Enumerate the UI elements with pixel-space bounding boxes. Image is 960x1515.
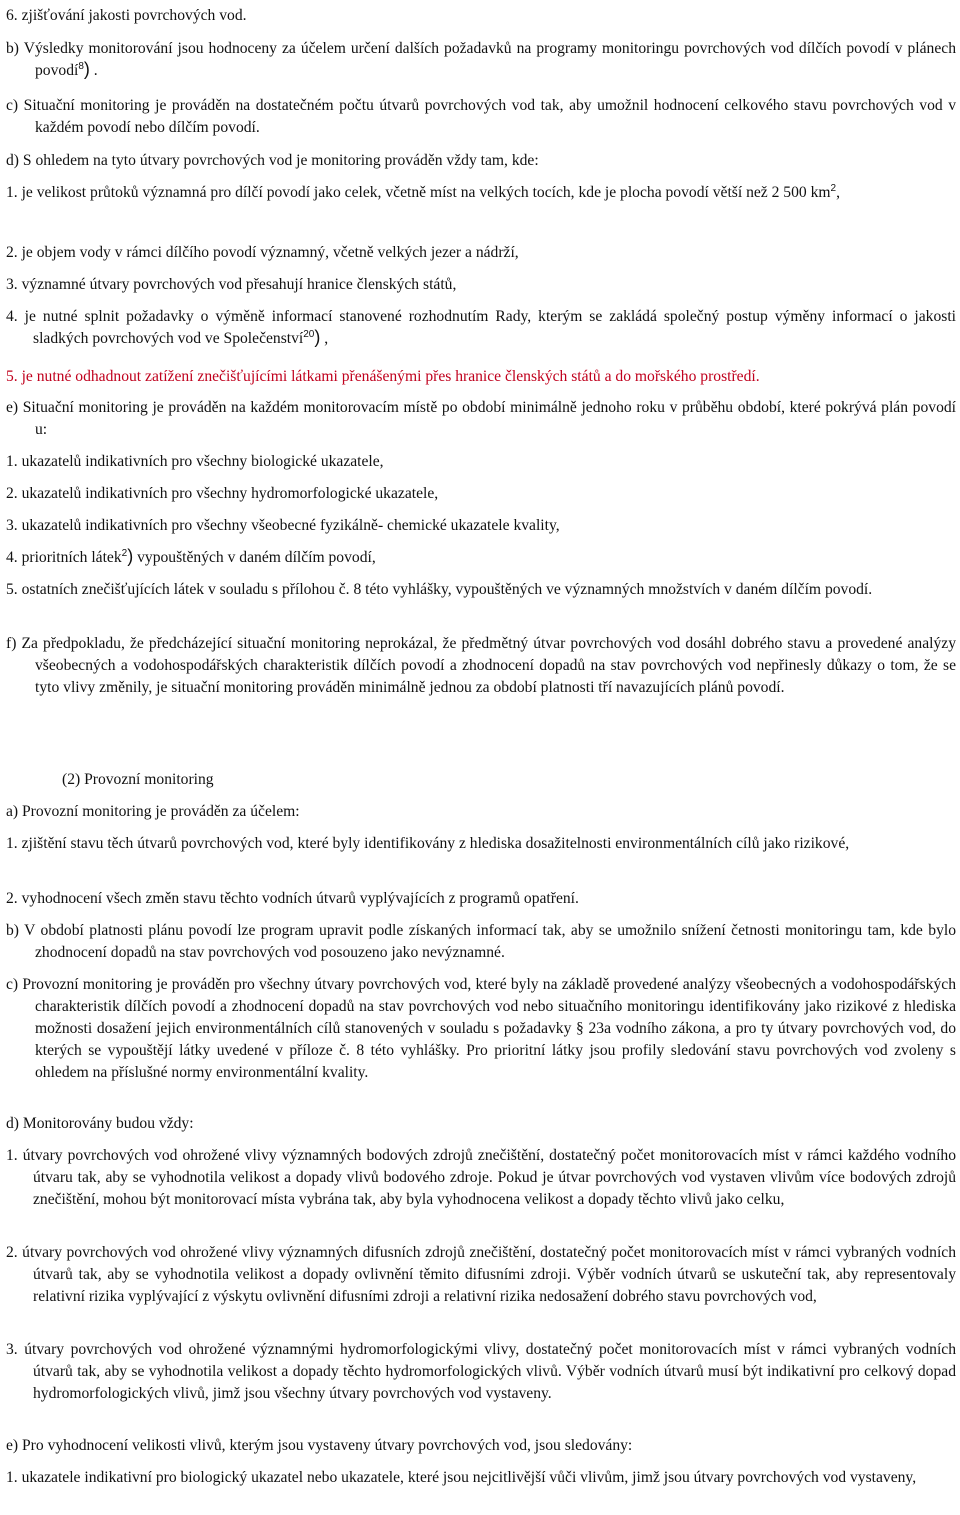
list-item-e4: 4. prioritních látek$^2$) vypouštěných v daném dílčím povodí, — [6, 546, 376, 566]
paragraph-op-e: e) Pro vyhodnocení velikosti vlivů, kterým jsou vystaveny útvary povrchových vod, jsou sledovány: — [6, 1437, 633, 1454]
list-item-e3: 3. ukazatelů indikativních pro všechny všeobecné fyzikálně- chemické ukazatele kvality, — [6, 517, 560, 534]
paragraph-c: c) Situační monitoring je prováděn na dostatečném počtu útvarů povrchových vod tak, aby umožnil hodnocení celkového stavu povrchových vod v každém povodí nebo dílčím povodí. — [6, 97, 956, 136]
list-item-op-d1: 1. útvary povrchových vod ohrožené vlivy významných bodových zdrojů znečištění, dostatečný počet monitorovacích míst v rámci každého vodního útvaru tak, aby se vyhodnotila velikost a dopady vlivů bodového zdroje. Pokud je útvar povrchových vod vystaven vlivům více bodových zdrojů znečištění, mohou být monitorovací místa vybrána tak, aby byla vyhodnocena velikost a dopady těchto vlivů jako celku, — [6, 1147, 956, 1208]
paragraph-b: b) Výsledky monitorování jsou hodnoceny za účelem určení dalších požadavků na programy monitoringu povrchových vod dílčích povodí v plánech povodí$^8$) . — [6, 40, 956, 79]
list-item-op-d2: 2. útvary povrchových vod ohrožené vlivy významných difusních zdrojů znečištění, dostatečný počet monitorovacích míst v rámci vybraných vodních útvarů tak, aby se vyhodnotila velikost a dopady ovlivnění těmito difusními zdroji. Výběr vodních útvarů se uskuteční tak, aby representovaly relativní rizika vyplývající z výskytu ovlivnění difusními zdroji a relativní rizika nedosažení dobrého stavu povrchových vod, — [6, 1244, 956, 1305]
list-item-d2: 2. je objem vody v rámci dílčího povodí významný, včetně velkých jezer a nádrží, — [6, 244, 519, 261]
list-item-d1: 1. je velikost průtoků významná pro dílčí povodí jako celek, včetně míst na velkých tocích, kde je plocha povodí větší než 2 500 $km^2$, — [6, 183, 840, 201]
paragraph-item-6: 6. zjišťování jakosti povrchových vod. — [6, 7, 247, 24]
list-item-d5: 5. je nutné odhadnout zatížení znečišťujícími látkami přenášenými přes hranice členských států a do mořského prostředí. — [6, 368, 760, 385]
paragraph-d: d) S ohledem na tyto útvary povrchových vod je monitoring prováděn vždy tam, kde: — [6, 152, 539, 169]
list-item-e1: 1. ukazatelů indikativních pro všechny biologické ukazatele, — [6, 453, 384, 470]
list-item-d4: 4. je nutné splnit požadavky o výměně informací stanovené rozhodnutím Rady, kterým se zakládá společný postup výměny informací o jakosti sladkých povrchových vod ve Společenství$^{20}$) , — [6, 308, 956, 347]
paragraph-op-d: d) Monitorovány budou vždy: — [6, 1115, 194, 1132]
list-item-op-e1: 1. ukazatele indikativní pro biologický ukazatel nebo ukazatele, které jsou nejcitlivější vůči vlivům, jimž jsou útvary povrchových vod vystaveny, — [6, 1469, 917, 1486]
paragraph-f: f) Za předpokladu, že předcházející situační monitoring neprokázal, že předmětný útvar povrchových vod dosáhl dobrého stavu a provedené analýzy všeobecných a vodohospodářských charakteristik dílčích povodí a zhodnocení dopadů na stav povrchových vod nepřinesly důkazy o tom, že se tyto vlivy změnily, je situační monitoring prováděn minimálně jednou za období platnosti tří navazujících plánů povodí. — [6, 635, 956, 696]
paragraph-op-c: c) Provozní monitoring je prováděn pro všechny útvary povrchových vod, které byly na základě provedené analýzy všeobecných a vodohospodářských charakteristik dílčích povodí a zhodnocení dopadů na stav povrchových vod nebo situačního monitoringu identifikovány jako rizikové z hlediska možnosti dosažení jejich environmentálních cílů stanovených v souladu s požadavky § 23a vodního zákona, a pro ty útvary povrchových vod, do kterých se vypouštějí látky uvedené v příloze č. 8 této vyhlášky. Pro prioritní látky jsou profily sledování stavu povrchových vod zvoleny s ohledem na příslušné normy environmentální kvality. — [6, 976, 956, 1081]
list-item-op-a1: 1. zjištění stavu těch útvarů povrchových vod, které byly identifikovány z hlediska dosažitelnosti environmentálních cílů jako rizikové, — [6, 835, 850, 852]
section-heading-operational-monitoring: (2) Provozní monitoring — [62, 771, 214, 788]
list-item-op-d3: 3. útvary povrchových vod ohrožené významnými hydromorfologickými vlivy, dostatečný počet monitorovacích míst v rámci vybraných vodních útvarů tak, aby se vyhodnotila velikost a dopady těchto hydromorfologických vlivů. Výběr vodních útvarů musí být indikativní pro celkový dopad hydromorfologických vlivů, jimž jsou všechny útvary povrchových vod vystaveny. — [6, 1341, 956, 1402]
paragraph-e: e) Situační monitoring je prováděn na každém monitorovacím místě po období minimálně jednoho roku v průběhu období, které pokrývá plán povodí u: — [6, 399, 956, 438]
list-item-op-a2: 2. vyhodnocení všech změn stavu těchto vodních útvarů vyplývajících z programů opatření. — [6, 890, 579, 907]
list-item-d3: 3. významné útvary povrchových vod přesahují hranice členských států, — [6, 276, 457, 293]
paragraph-op-a: a) Provozní monitoring je prováděn za účelem: — [6, 803, 300, 820]
paragraph-op-b: b) V období platnosti plánu povodí lze program upravit podle získaných informací tak, aby se umožnilo snížení četnosti monitoringu tam, kde bylo zhodnocení dopadů na stav povrchových vod posouzeno jako nevýznamné. — [6, 922, 956, 961]
list-item-e5: 5. ostatních znečišťujících látek v souladu s přílohou č. 8 této vyhlášky, vypouštěných ve významných množstvích v daném dílčím povodí. — [6, 581, 873, 598]
list-item-e2: 2. ukazatelů indikativních pro všechny hydromorfologické ukazatele, — [6, 485, 439, 502]
